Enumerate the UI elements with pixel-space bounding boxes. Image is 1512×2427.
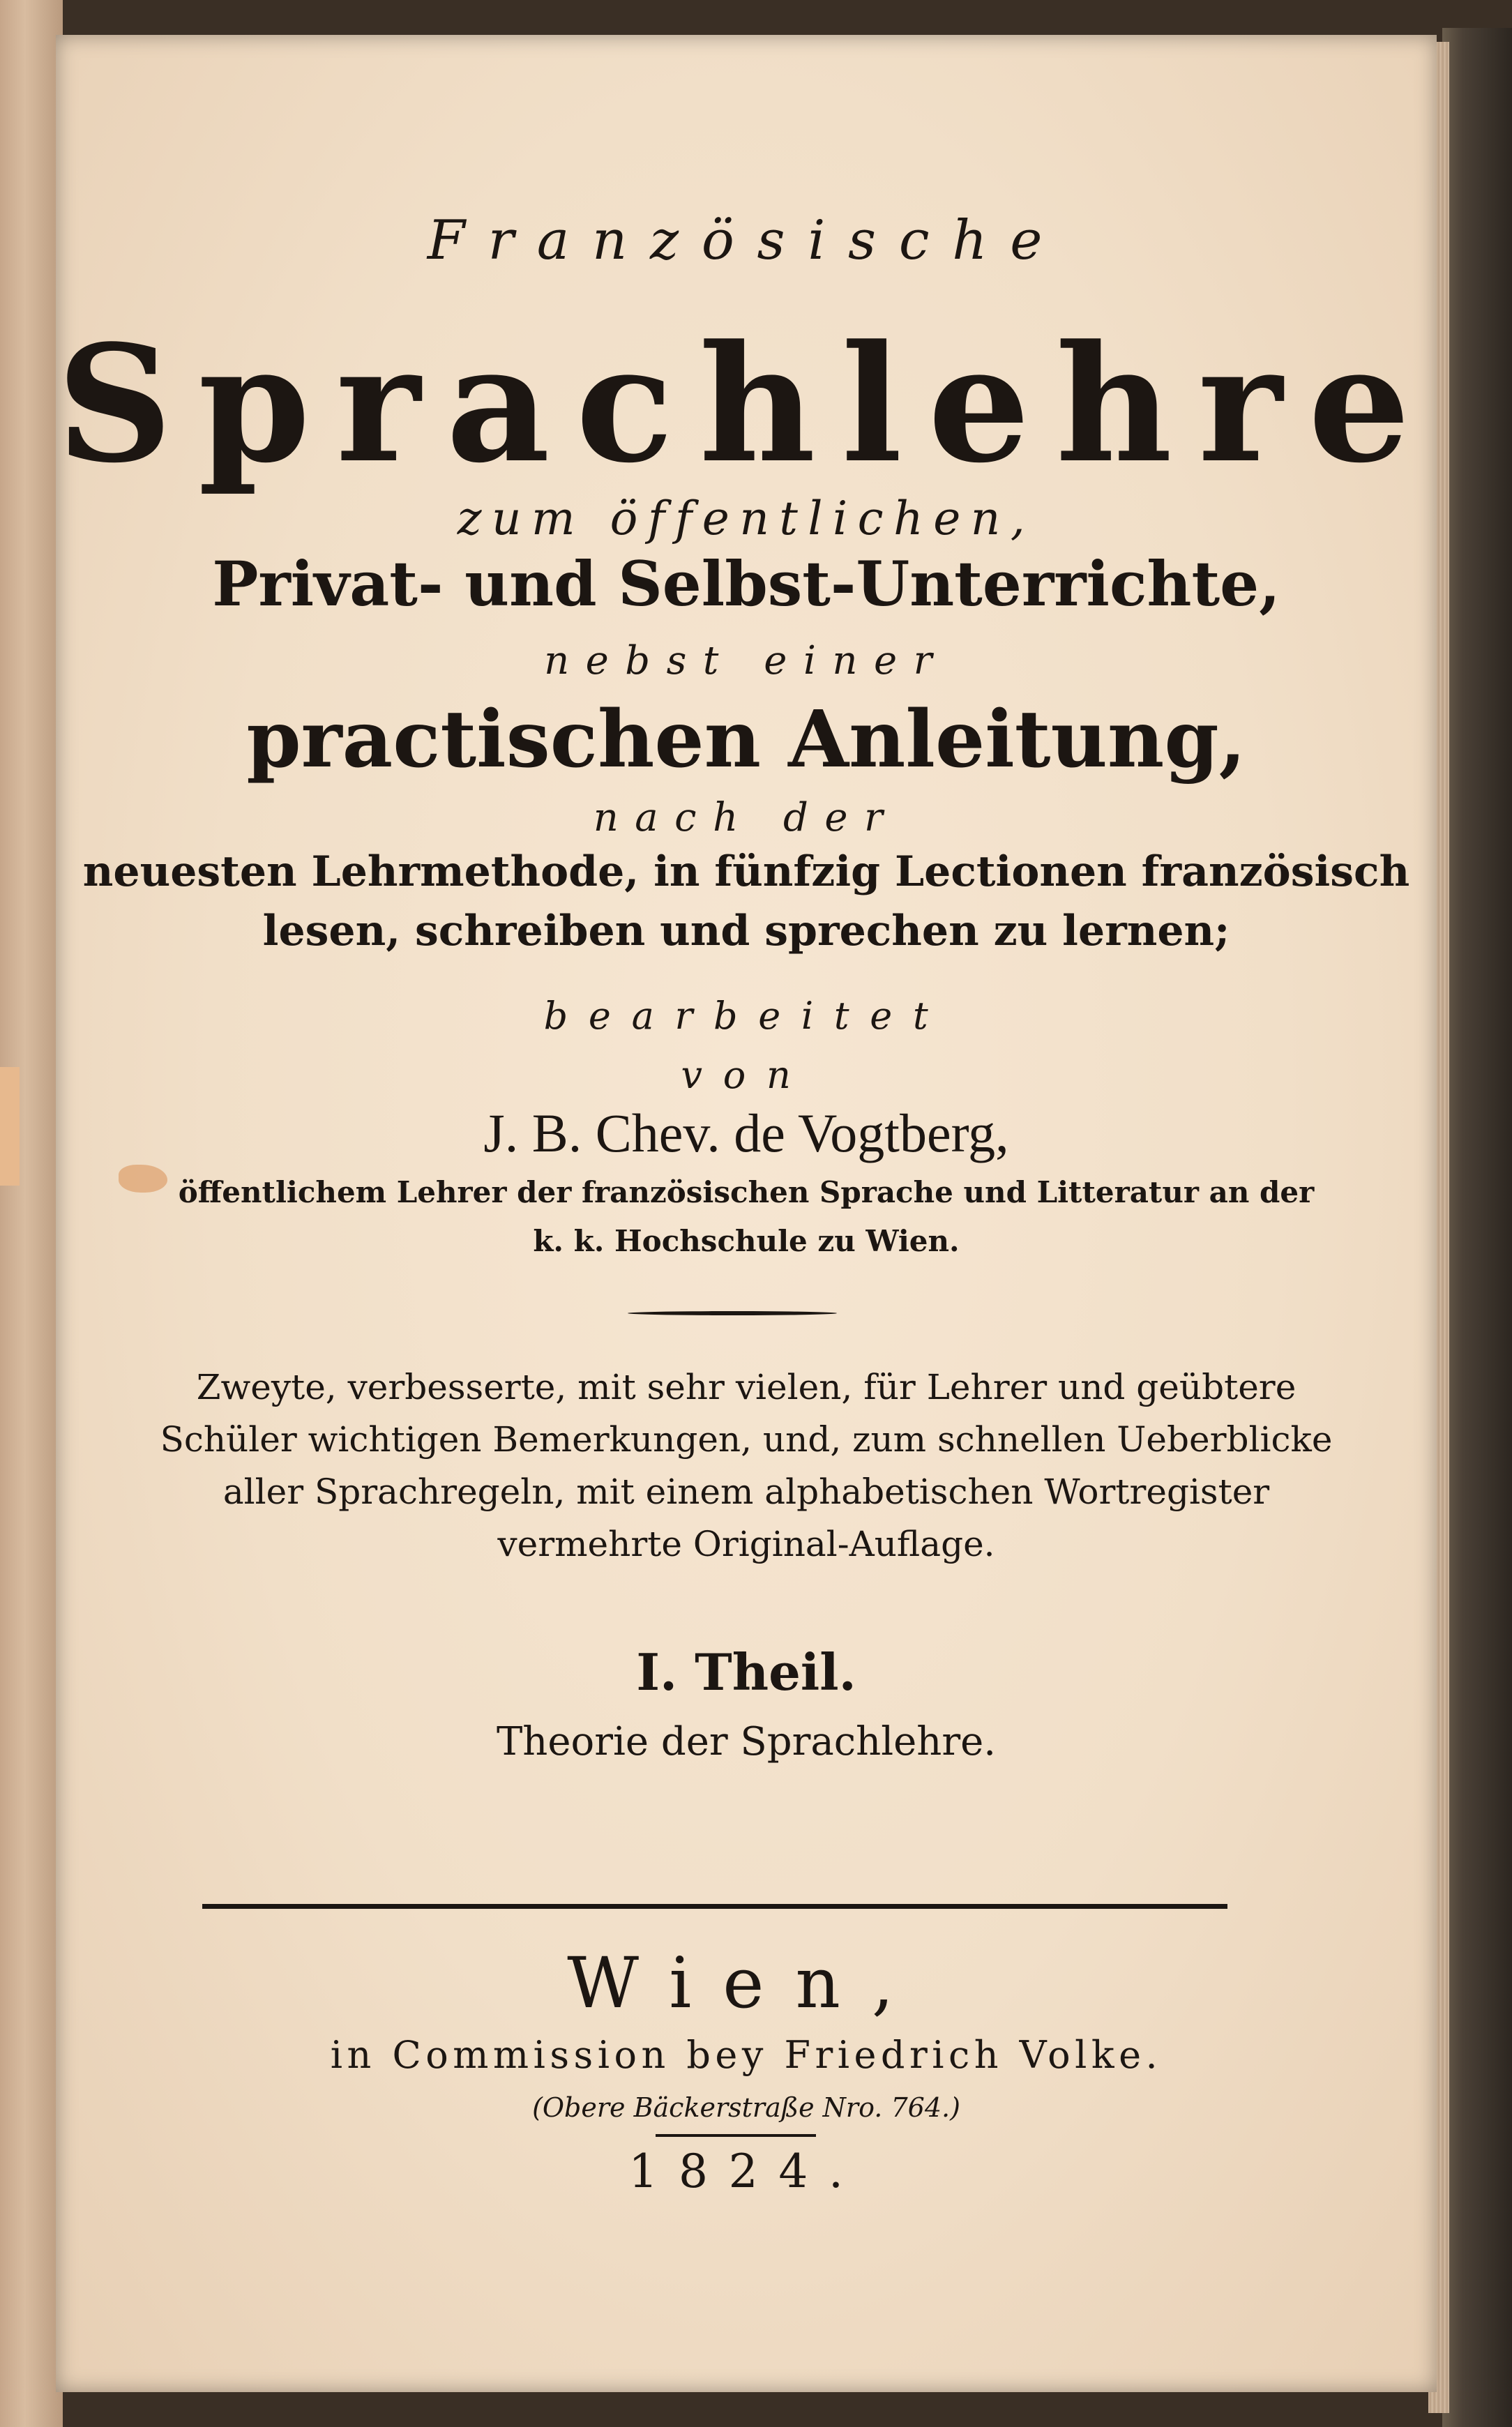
ornament-rule xyxy=(628,1311,837,1315)
title-line-4: Privat- und Selbst-Unterrichte, xyxy=(212,547,1280,620)
title-line-6: practischen Anleitung, xyxy=(246,694,1246,785)
part-number: I. Theil. xyxy=(636,1642,856,1702)
part-title: Theorie der Sprachlehre. xyxy=(496,1719,997,1764)
book-spine xyxy=(1442,28,1512,2427)
main-title: Sprachlehre xyxy=(56,310,1436,499)
publisher-address: (Obere Bäckerstraße Nro. 764.) xyxy=(532,2092,960,2123)
edition-line-2: Schüler wichtigen Bemerkungen, und, zum schnellen Ueberblicke xyxy=(160,1419,1333,1460)
von-line: von xyxy=(681,1053,812,1097)
title-line-9: lesen, schreiben und sprechen zu lernen; xyxy=(262,907,1230,955)
title-line-5: nebst einer xyxy=(544,638,948,683)
bearbeitet-line: bearbeitet xyxy=(543,994,949,1038)
title-page xyxy=(56,35,1437,2392)
title-line-8: neuesten Lehrmethode, in fünfzig Lectionen französisch xyxy=(82,847,1410,896)
left-page-edge xyxy=(0,0,63,2427)
author-name: J. B. Chev. de Vogtberg, xyxy=(483,1103,1009,1163)
edition-line-4: vermehrte Original-Auflage. xyxy=(497,1524,995,1564)
edition-line-3: aller Sprachregeln, mit einem alphabetischen Wortregister xyxy=(222,1472,1270,1512)
title-line-7: nach der xyxy=(593,795,900,840)
title-line-1: Französische xyxy=(427,209,1066,272)
publisher-line: in Commission bey Friedrich Volke. xyxy=(330,2033,1163,2077)
paper-tab xyxy=(0,1067,20,1186)
publication-year: 1824. xyxy=(628,2145,864,2198)
author-role-1: öffentlichem Lehrer der französischen Sprache und Litteratur an der xyxy=(178,1175,1315,1209)
edition-line-1: Zweyte, verbesserte, mit sehr vielen, für Lehrer und geübtere xyxy=(196,1367,1296,1407)
title-line-3: zum öffentlichen, xyxy=(457,492,1036,545)
year-rule xyxy=(656,2134,816,2137)
author-role-2: k. k. Hochschule zu Wien. xyxy=(533,1224,960,1258)
place-of-publication: Wien, xyxy=(567,1942,925,2024)
title-page-content xyxy=(56,35,1437,2392)
divider-rule xyxy=(202,1904,1227,1909)
